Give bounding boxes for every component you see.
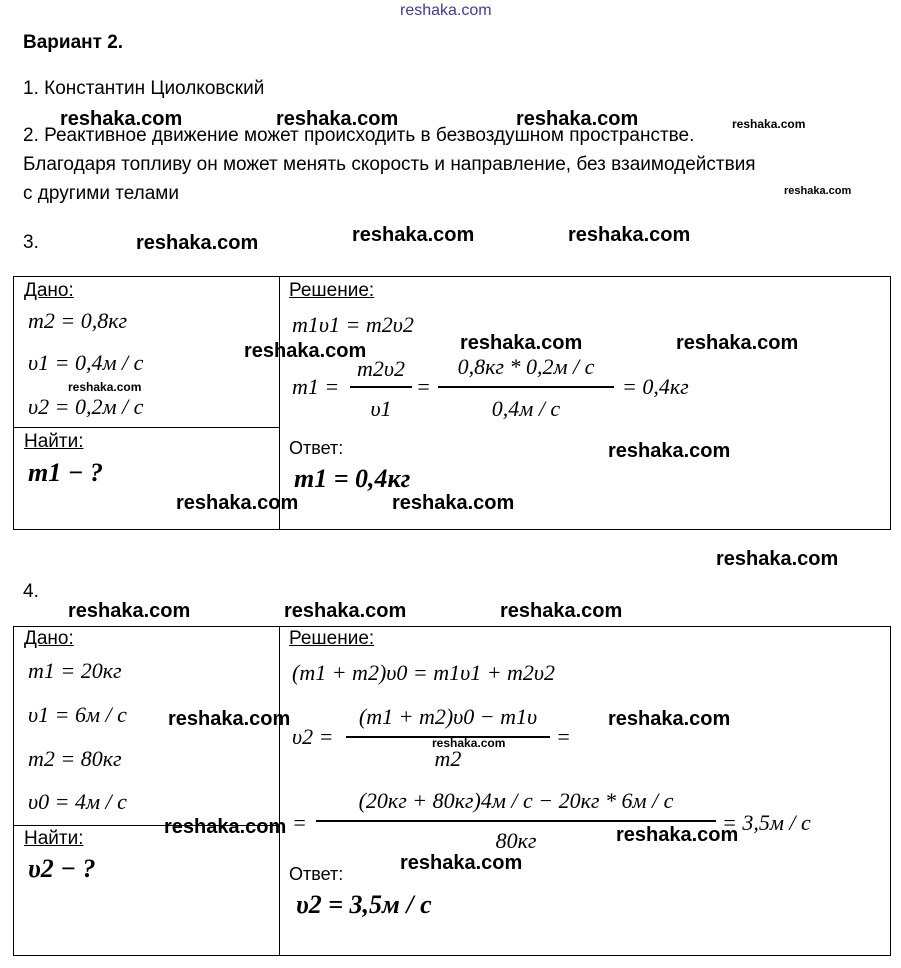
problem-3-answer-value: m1 = 0,4кг <box>294 464 411 493</box>
problem-4-answer-value: υ2 = 3,5м / с <box>296 890 432 919</box>
problem-4-frac1-denominator: m2 <box>434 746 462 771</box>
problem-3-eq2-lhs: m1 = <box>292 374 340 399</box>
problem-3-frac1-bar <box>350 386 412 388</box>
problem-4-answer-label: Ответ: <box>289 864 344 884</box>
problem-4-given-v1: υ1 = 6м / с <box>28 702 127 727</box>
problem-4-eq2-tail: = <box>556 724 571 749</box>
problem-4-frac2-numerator: (20кг + 80кг)4м / с − 20кг * 6м / с <box>358 788 674 813</box>
watermark: reshaka.com <box>352 224 475 246</box>
problem-3-equals-1: = <box>416 374 431 399</box>
problem-3-frac2-bar <box>438 386 614 388</box>
site-url[interactable]: reshaka.com <box>400 2 492 19</box>
watermark: reshaka.com <box>608 708 731 730</box>
problem-4-eq1: (m1 + m2)υ0 = m1υ1 + m2υ2 <box>292 660 556 685</box>
problem-4-find-label: Найти: <box>24 828 84 849</box>
watermark: reshaka.com <box>716 548 839 570</box>
answer-2-line-1: 2. Реактивное движение может происходить в безвоздушном пространстве. <box>23 125 695 146</box>
watermark: reshaka.com <box>168 708 291 730</box>
answer-2-line-3: с другими телами <box>23 183 179 204</box>
variant-title: Вариант 2. <box>23 32 124 53</box>
problem-3-answer-label: Ответ: <box>289 438 344 458</box>
watermark: reshaka.com <box>244 340 367 362</box>
watermark: reshaka.com <box>400 852 523 874</box>
problem-4-given-label: Дано: <box>24 628 74 649</box>
problem-4-number: 4. <box>23 581 39 602</box>
problem-4-solution-label: Решение: <box>289 628 375 649</box>
watermark: reshaka.com <box>516 108 639 130</box>
watermark: reshaka.com <box>676 332 799 354</box>
problem-4-divider <box>279 626 280 956</box>
problem-3-eq1: m1υ1 = m2υ2 <box>292 312 414 337</box>
problem-3-given-v2: υ2 = 0,2м / с <box>28 394 144 419</box>
problem-4-frac1-numerator: (m1 + m2)υ0 − m1υ <box>358 704 538 729</box>
watermark: reshaka.com <box>608 440 731 462</box>
watermark: reshaka.com <box>68 380 142 394</box>
watermark: reshaka.com <box>392 492 515 514</box>
problem-4-given-m1: m1 = 20кг <box>28 658 122 683</box>
watermark: reshaka.com <box>284 600 407 622</box>
watermark: reshaka.com <box>432 736 506 750</box>
problem-3-given-m2: m2 = 0,8кг <box>28 308 128 333</box>
watermark: reshaka.com <box>616 824 739 846</box>
watermark: reshaka.com <box>68 600 191 622</box>
answer-1: 1. Константин Циолковский <box>23 78 265 99</box>
watermark: reshaka.com <box>60 108 183 130</box>
watermark: reshaka.com <box>568 224 691 246</box>
watermark: reshaka.com <box>460 332 583 354</box>
problem-3-given-separator <box>13 427 279 428</box>
problem-4-frac2-denominator: 80кг <box>495 828 537 853</box>
problem-3-given-v1: υ1 = 0,4м / с <box>28 350 144 375</box>
problem-3-frac2-denominator: 0,4м / с <box>491 396 561 421</box>
answer-2-line-2: Благодаря топливу он может менять скорость и направление, без взаимодействия <box>23 154 756 175</box>
problem-3-frac1-denominator: υ1 <box>370 396 392 421</box>
problem-3-solution-label: Решение: <box>289 280 375 301</box>
watermark: reshaka.com <box>164 816 287 838</box>
watermark: reshaka.com <box>136 232 259 254</box>
problem-3-find-label: Найти: <box>24 431 84 452</box>
watermark: reshaka.com <box>176 492 299 514</box>
problem-4-find-value: υ2 − ? <box>28 854 96 883</box>
problem-4-given-v0: υ0 = 4м / с <box>28 789 127 814</box>
problem-3-frac1-numerator: m2υ2 <box>357 356 405 381</box>
watermark: reshaka.com <box>500 600 623 622</box>
problem-4-eq2-lhs: υ2 = <box>292 724 334 749</box>
problem-3-find-value: m1 − ? <box>28 458 103 487</box>
problem-3-number: 3. <box>23 232 39 253</box>
problem-4-frac2-bar <box>316 820 716 822</box>
problem-3-given-label: Дано: <box>24 280 74 301</box>
watermark: reshaka.com <box>784 185 852 197</box>
watermark: reshaka.com <box>732 117 806 131</box>
problem-4-given-m2: m2 = 80кг <box>28 746 122 771</box>
problem-3-frac2-numerator: 0,8кг * 0,2м / с <box>457 354 595 379</box>
problem-4-eq3-lhs: = <box>292 810 307 835</box>
problem-4-result: = 3,5м / с <box>722 810 811 835</box>
watermark: reshaka.com <box>276 108 399 130</box>
problem-3-result: = 0,4кг <box>622 374 689 399</box>
